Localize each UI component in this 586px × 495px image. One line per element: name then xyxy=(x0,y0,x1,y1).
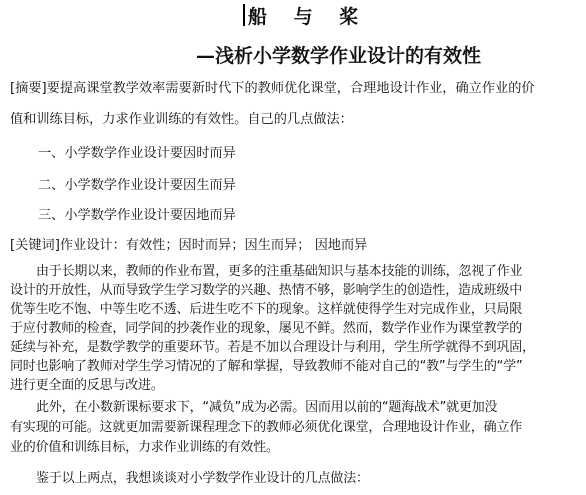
document-subtitle: —浅析小学数学作业设计的有效性 xyxy=(196,45,482,67)
abstract-line-1: [摘要]要提高课堂教学效率需要新时代下的教师优化课堂，合理地设计作业，确立作业的价 xyxy=(10,81,535,96)
body-paragraph-line: 设计的开放性，从而导致学生学习数学的兴趣、热情不够，影响学生的创造性，造成班级中 xyxy=(10,283,523,298)
body-paragraph-line: 鉴于以上两点，我想谈谈对小学数学作业设计的几点做法： xyxy=(36,471,369,486)
text-cursor xyxy=(243,4,245,26)
body-paragraph-line: 由于长期以来，教师的作业布置，更多的注重基础知识与基本技能的训练，忽视了作业 xyxy=(36,264,523,279)
list-item: 一、小学数学作业设计要因时而异 xyxy=(38,146,236,161)
list-item: 三、小学数学作业设计要因地而异 xyxy=(38,208,236,223)
abstract-line-2: 值和训练目标，力求作业训练的有效性。自己的几点做法： xyxy=(10,112,353,127)
body-paragraph-line: 同时也影响了教师对学生学习情况的了解和掌握，导致教师不能对自己的“教”与学生的“学” xyxy=(10,359,523,374)
body-paragraph-line: 此外，在小数新课标要求下，“减负”成为必需。因而用以前的“题海战术”就更加没 xyxy=(36,400,498,415)
body-paragraph-line: 进行更全面的反思与改进。 xyxy=(10,378,164,393)
list-item: 二、小学数学作业设计要因生而异 xyxy=(38,178,236,193)
body-paragraph-line: 优等生吃不饱、中等生吃不透、后进生吃不下的现象。这样就使得学生对完成作业，只局限 xyxy=(10,302,523,317)
body-paragraph-line: 于应付教师的检查，同学间的抄袭作业的现象，屡见不鲜。然而，数学作业作为课堂教学的 xyxy=(10,321,523,336)
body-paragraph-line: 业的价值和训练目标，力求作业训练的有效性。 xyxy=(10,440,279,455)
body-paragraph-line: 延续与补充，是数学教学的重要环节。若是不加以合理设计与利用，学生所学就得不到巩固， xyxy=(10,340,535,355)
body-paragraph-line: 有实现的可能。这就更加需要新课程理念下的教师必须优化课堂，合理地设计作业，确立作 xyxy=(10,420,523,435)
document-title: 船 与 桨 xyxy=(248,6,369,28)
keywords-line: [关键词]作业设计：有效性；因时而异；因生而异； 因地而异 xyxy=(10,238,368,253)
